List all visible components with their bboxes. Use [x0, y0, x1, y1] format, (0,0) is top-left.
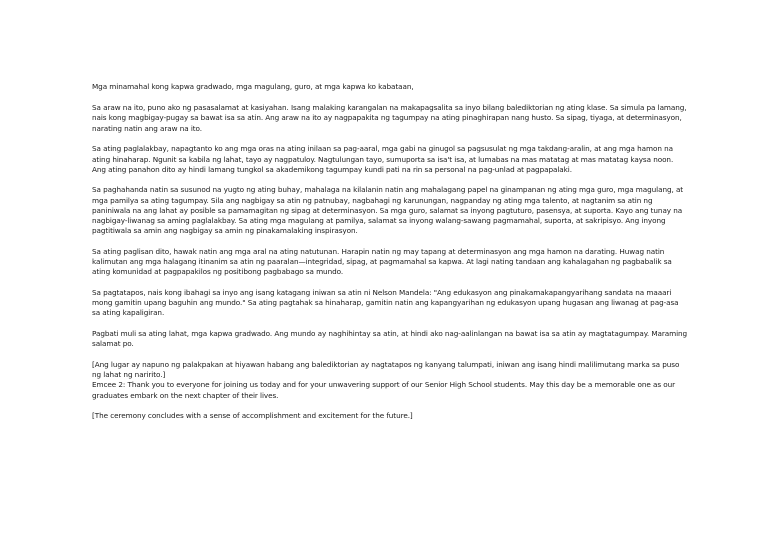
greeting-line: Mga minamahal kong kapwa gradwado, mga magulang, guro, at mga kapwa ko kabataan, [92, 82, 414, 91]
paragraph-closing: Pagbati muli sa ating lahat, mga kapwa gradwado. Ang mundo ay naghihintay sa atin, at hindi ako nag-aalinlangan na bawat isa sa atin ay magtatagumpay. Maraming salamat po. [92, 329, 688, 349]
paragraph-journey: Sa ating paglalakbay, napagtanto ko ang mga oras na ating inilaan sa pag-aaral, mga gabi na ginugol sa pagsusulat ng mga takdang-aralin, at ang mga hamon na ating hinaharap. Ngunit sa kabila ng lahat, tayo ay nagpatuloy. Nagtulungan tayo, sumuporta sa isa't isa, at lumabas na mas matatag at mas matatag kaysa noon. Ang ating panahon dito ay hindi lamang tungkol sa akademikong tagumpay kundi pati na rin sa personal na pag-unlad at pagpapalaki. [92, 144, 674, 174]
paragraph-opening: Sa araw na ito, puno ako ng pasasalamat at kasiyahan. Isang malaking karangalan na makapagsalita sa inyo bilang balediktorian ng ating klase. Sa simula pa lamang, nais kong magbigay-pugay sa bawat isa sa atin. Ang araw na ito ay nagpapakita ng tagumpay na ating pinaghirapan nang husto. Sa sipag, tiyaga, at determinasyon, narating natin ang araw na ito. [92, 103, 687, 133]
emcee-line: Emcee 2: Thank you to everyone for joining us today and for your unwavering support of our Senior High School students. May this day be a memorable one as our graduates embark on the next chapter of their lives. [92, 380, 676, 400]
paragraph-lessons: Sa ating paglisan dito, hawak natin ang mga aral na ating natutunan. Harapin natin ng may tapang at determinasyon ang mga hamon na darating. Huwag natin kalimutan ang mga halagang itinanim sa atin ng paaralan—integridad, sipag, at pagmamahal sa kapwa. At lagi nating tandaan ang kahalagahan ng pagbabalik sa ating komunidad at pagpapakilos ng positibong pagbabago sa mundo. [92, 246, 672, 277]
paragraph-gratitude: Sa paghahanda natin sa susunod na yugto ng ating buhay, mahalaga na kilalanin natin ang mahalagang papel na ginampanan ng ating mga guro, mga magulang, at mga pamilya sa ating tagumpay. Sila ang nagbigay sa atin ng patnubay, nagbahagi ng karunungan, nagpanday ng ating mga talento, at nagtanim sa atin ng paniniwala na ang lahat ay posible sa pamamagitan ng sipag at determinasyon. Sa mga guro, salamat sa inyong pagtuturo, pasensya, at suporta. Kayo ang tunay na nagbigay-liwanag sa aming paglalakbay. Sa ating mga magulang at pamilya, salamat sa inyong walang-sawang pagmamahal, suporta, at sakripisyo. Ang inyong pagtitiwala sa amin ang nagbigay sa amin ng pinakamalaking inspirasyon. [92, 185, 684, 236]
stage-direction-applause: [Ang lugar ay napuno ng palakpakan at hiyawan habang ang balediktorian ay nagtatapos ng kanyang talumpati, iniwan ang isang hindi malilimutang marka sa puso ng lahat ng naririto.] [92, 360, 680, 380]
document-page [92, 82, 688, 432]
stage-direction-conclusion: [The ceremony concludes with a sense of accomplishment and excitement for the future.] [92, 411, 413, 421]
paragraph-quote: Sa pagtatapos, nais kong ibahagi sa inyo ang isang katagang iniwan sa atin ni Nelson Mandela: "Ang edukasyon ang pinakamakapangyarihang sandata na maaari mong gamitin upang baguhin ang mundo." Sa ating pagtahak sa hinaharap, gamitin natin ang kapangyarihan ng edukasyon upang hugasan ang liwanag at pag-asa sa ating kapaligiran. [92, 288, 679, 318]
